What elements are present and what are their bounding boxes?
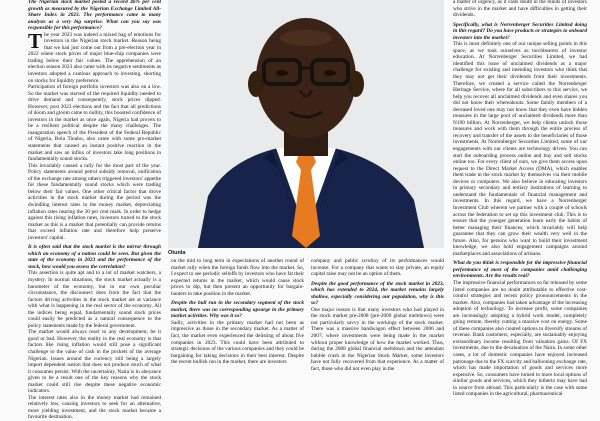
portrait-photo bbox=[168, 0, 444, 248]
interview-question: Despite the good performance of the stock market in 2023, which has extended to 2024, the market remains largely shallow, especially considering our population, why is this so? bbox=[311, 280, 444, 307]
portrait-illustration bbox=[168, 0, 444, 248]
interview-question: Despite the bull run in the secondary segment of the stock market, there was no corresponding upsurge in the primary market activities. Why was it so? bbox=[171, 300, 304, 320]
paragraph: The market would always react to any development, be it good or bad. However, the reality in the real economy is that factors like rising inflation would still pose a significant challenge to the value of cash in the pockets of the average Nigerian. Issues around the currency still being a largely import dependent nation that does not produce much of what it consumes persist. With the uncertainty, Naira is in abeyance given to be a result one of the key reasons why the stock market could still rise despite these negative economic indicators. bbox=[28, 329, 161, 395]
article-column-3 bbox=[311, 258, 444, 404]
paragraph: This assertion is quite apt and to a lot of market watchers, a mystery. In normal situations, the stock market actually is a barometer of the economy, but in our own peculiar circumstance, the disconnect does from the fact that the factors driving activities in the stock market are at variance with what is happening in the real sector of the economy. All the indices being equal, fundamentally sound stock prices could easily be predicted as a natural consequence to the policy statements made by the federal government. bbox=[28, 270, 161, 329]
photo-caption: Otunla bbox=[168, 250, 186, 256]
paragraph: Sadly, activities in the primary market had not been as impressive as those in the secondary market. As a matter of fact, the market even experienced the delisting of about five companies in 2023. This could have been attributed to strategic decisions of the various companies and they could be bargaining for taking decisions in their best interest. Despite the recent bullish run in the market, there are investors bbox=[171, 319, 304, 366]
paragraph: Participation of foreign portfolio investors was also on a low. So the market was starved of the required liquidity needed to drive demand and consequently, stock prices dipped. However, post 2023 elections and the fact that all predictions of doom and gloom came to nullity, this boosted confidence of investors in the market as once again, Nigeria had proven to be a resilient political despite the many challenges. The inauguration speech of the President of the Federal Republic of Nigeria, Bola Tinubu, also came with some pro-market statements that caused an instant positive reaction in the market and saw an influx of investors take long positions in fundamentally sound stocks. bbox=[28, 84, 161, 163]
paragraph: The year 2023 was indeed a mixed bag of emotions for investors in the Nigerian stock market. Reason being that we had just come out from a pre-election year in 2022 where stock prices of major blue-chip companies were trading below their fair values. The apprehension of an election season 2023 also came with its negative sentiments as investors adopted a cautious approach to investing, shorting on stocks for liquidity preference. bbox=[28, 28, 161, 84]
intro-question: The Nigerian stock market posted a record 46% per cent growth as measured by the Nigerian Exchange Limited All-Share Index in 2023. The performance came to many analysts as a very big surprise. What can you say was responsible for this performance? bbox=[28, 0, 161, 32]
paragraph: company and public scrutiny of its performances would increase. For a company that wants to stay private, an equity capital raise may not be an option of them. bbox=[311, 258, 444, 278]
paragraph: This is most definitely one of our unique selling points in this space, as we took ourselves as torchbearers of investor education. At Norrenberger Securities Limited, we had identified this issue of unclaimed dividends as a major challenge for existing and intending investors who think that they may not get their dividends from their investments. Therefore, we created a service called the Norrenberger Heritage Service, where for all subscribers to this service, we help you recover all unclaimed dividends and even shares you did not know their whereabouts. Some family members of a deceased loved one may not know that they even have hidden treasures in the large pool of unclaimed dividends more than N190 billion. At Norrenberger, we help clients unlock those treasures and work with them through the entire process of recovery and transfer of the assets to the beneficiaries of those investments. At Norrenberger Securities Limited, some of our engagements with our clients are technology driven. You can start the onboarding process online and buy and sell stocks online too. For every client of ours, we give them access upon request to the Direct Market Access (DMA), which enables them trade in the stock market by themselves via their mobile devices or computers. We also believe in educating investors in primary secondary and tertiary institutions of learning to understand the fundamentals of financial management and investments. In this regard, we have a Norrenberger Investment Club wherein we partner with a couple of schools across the federation to set up this investment club. This is to ensure that the younger generation learn early the habits of better managing their finances, which invariably will help guarantee that they can grow their wealth very well in the future. Also, for persons who want to build their investment knowledge, we also hold engagement campaigns around marketplaces and associations of artisans. bbox=[453, 41, 587, 257]
paragraph: This invariably caused a rally for the most part of the year. Policy statements around petrol subsidy removal, unification of the exchange rate among others triggered investors' appetite for these fundamentally sound stocks which were trading below their fair values. One other critical factor that drove activities in the stock market during the period was the dwindling interest rates in the money market, depreciating inflation rates nearing the 30 per cent mark. In order to hedge against this rising inflation rates, investors turned to the stock market as this is a market that potentially can provide returns that exceed inflation rate and therefore help preserve investors' capital. bbox=[28, 162, 161, 241]
paragraph: on the mid to long term in expectations of another round of market rally when the foreign funds flow into the market. So, I expect to see periodic selloffs by investors who have fat their expected returns in the market, which would cause stock prices to dip, but then present an opportunity for bargain-hunters to take position in the market. bbox=[171, 258, 304, 297]
paragraph: One major reason is that many investors who had played in the stock market pre-2008 (pre-2009 global meltdown) were not particularly savvy in the workings of the stock market. There was a massive bandwagon effect between 2006 and 2007, where investments were being made in the market without proper knowledge of how the market worked. Thus, during the 2008 global financial meltdown and the attendant bubble crash in the Nigerian Stock Market, some investors have not fully recovered from that experience. As a matter of fact, those who did not even play in the bbox=[311, 306, 444, 372]
interview-question: It is often said that the stock market is the mirror through which an economy of a nation could be seen. But given the state of the economy in 2023 and the performance of the stock, how would you assess the correlation? bbox=[28, 244, 161, 270]
drop-cap: T bbox=[28, 28, 43, 53]
interview-question: Specifically, what is Norrenberger Securities Limited doing in this regard? Do you have products or strategies to onboard investors into the market? bbox=[453, 21, 587, 41]
article-column-2 bbox=[171, 258, 304, 404]
paragraph: The impressive financial performances so far released by some listed companies are no doubt attributable to effective cost-control strategies and recent policy pronouncements in the market. Also, companies had taken advantage of the increasing adoption of technology. To increase profit, some companies are increasingly adopting a hybrid work model, completely going remote, thereby cutting a massive cost on energy. Some of these companies also created options to diversify streams of revenue. Bank customers, especially, are sustainably enjoying extraordinary income resulting from valuation gains. Of FX investments, due to the devaluation of the Naira. In some other cases, a lot of domestic companies have enjoyed increased patronage due to the FX scarcity and ballooning exchange rate, which has made importation of goods and services more expensive. So, consumers have turned to more local options of similar goods and services, which they hitherto may have had to source from abroad. This particularly is the case with some listed companies in the agricultural, pharmaceutical bbox=[453, 279, 587, 398]
article-column-1 bbox=[28, 0, 161, 421]
interview-question: What do you think is responsible for the impressive financial performance of most of the companies amid challenging environments. Are the results real? bbox=[453, 260, 587, 280]
article-column-4 bbox=[453, 0, 587, 403]
paragraph: The interest rates also in the money market had remained relatively low, causing investors to seek for an alternative, more yielding investment, and the stock market became a favourite destination. bbox=[28, 394, 161, 421]
paragraph: a matter of urgency, as it casts doubt in the minds of investors who strive in the market and have difficulties in getting their dividends. bbox=[453, 0, 587, 19]
